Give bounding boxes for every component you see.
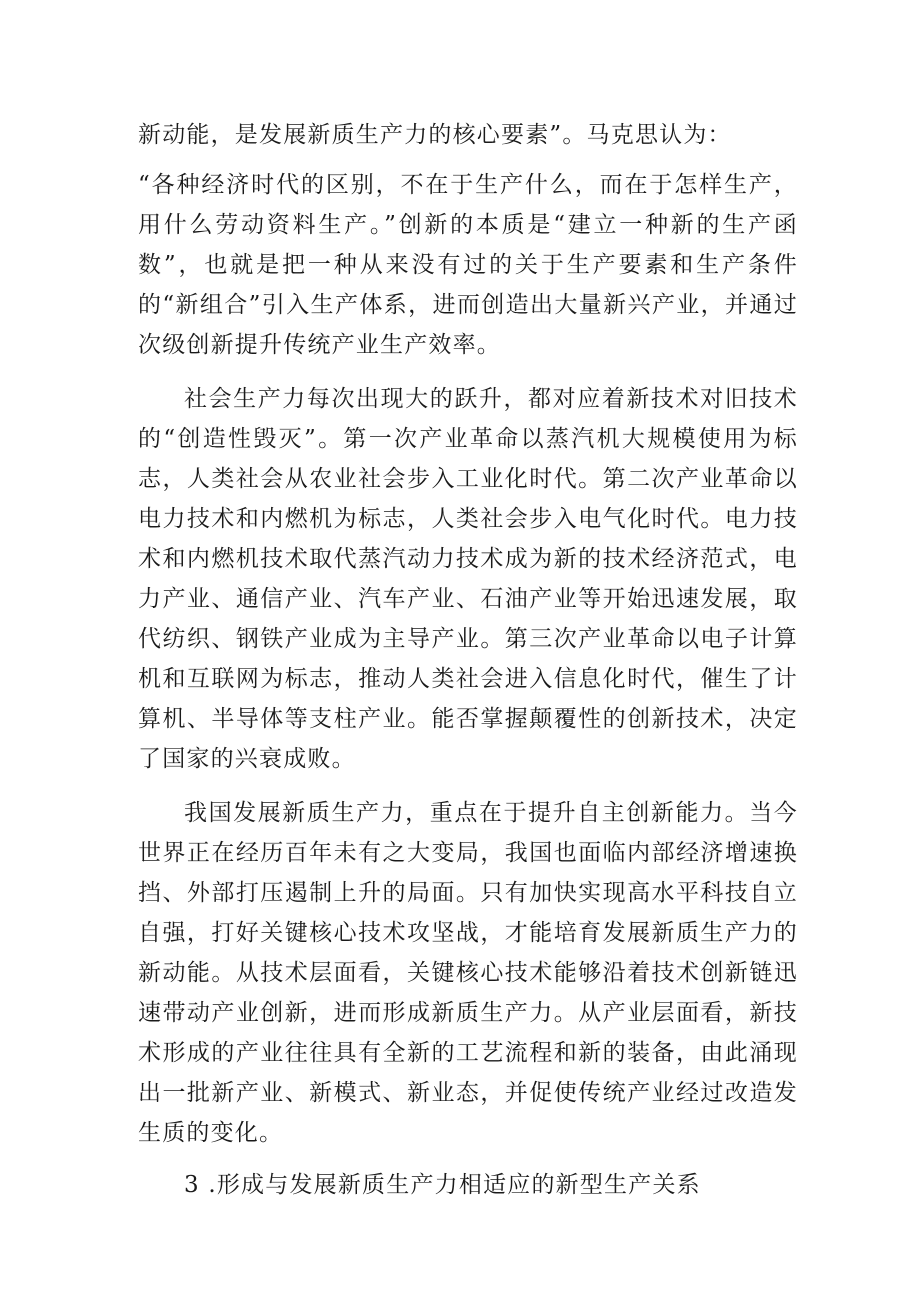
paragraph-industrial-revolutions: 社会生产力每次出现大的跃升，都对应着新技术对旧技术的“创造性毁灭”。第一次产业革命以蒸汽机大规模使用为标志，人类社会从农业社会步入工业化时代。第二次产业革命以电力技术和内燃机为标志，人类社会步入电气化时代。电力技术和内燃机技术取代蒸汽动力技术成为新的技术经济范式，电力产业、通信产业、汽车产业、石油产业等开始迅速发展，取代纺织、钢铁产业成为主导产业。第三次产业革命以电子计算机和互联网为标志，推动人类社会进入信息化时代，催生了计算机、半导体等支柱产业。能否掌握颠覆性的创新技术，决定了国家的兴衰成败。 xyxy=(138,386,798,772)
paragraph-innovation-capacity: 我国发展新质生产力，重点在于提升自主创新能力。当今世界正在经历百年未有之大变局，我国也面临内部经济增速换挡、外部打压遏制上升的局面。只有加快实现高水平科技自立自强，打好关键核心技术攻坚战，才能培育发展新质生产力的新动能。从技术层面看，关键核心技术能够沿着技术创新链迅速带动产业创新，进而形成新质生产力。从产业层面看，新技术形成的产业往往具有全新的工艺流程和新的装备，由此涌现出一批新产业、新模式、新业态，并促使传统产业经过改造发生质的变化。 xyxy=(138,800,798,1146)
paragraph-continuation: 新动能，是发展新质生产力的核心要素”。马克思认为： xyxy=(138,122,732,148)
section-heading: 3 .形成与发展新质生产力相适应的新型生产关系 xyxy=(184,1172,701,1198)
paragraph-quote: “各种经济时代的区别，不在于生产什么，而在于怎样生产，用什么劳动资料生产。”创新的本质是“建立一种新的生产函数”，也就是把一种从来没有过的关于生产要素和生产条件的“新组合”引入生产体系，进而创造出大量新兴产业，并通过次级创新提升传统产业生产效率。 xyxy=(138,172,798,358)
document-body xyxy=(138,115,798,1205)
